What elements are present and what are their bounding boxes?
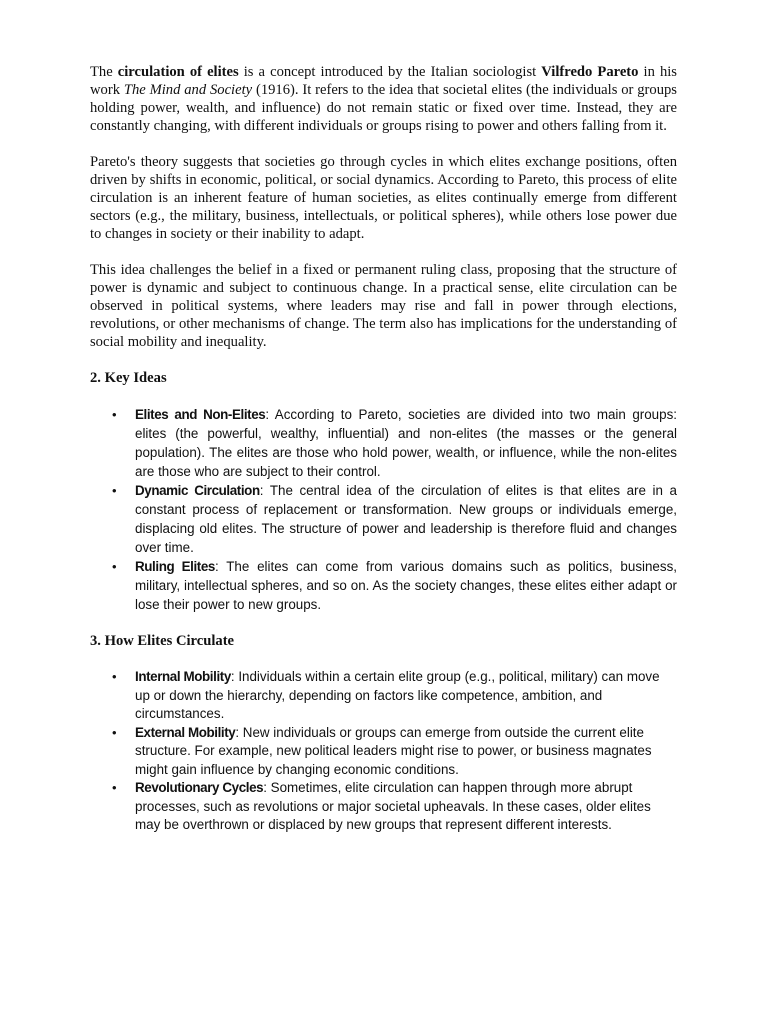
bullet-icon: • xyxy=(112,780,117,795)
list-item-text: : New individuals or groups can emerge from outside the current elite structure. For example, new political leaders might rise to power, or business magnates might gain influence by changing economic conditions. xyxy=(135,724,652,777)
list-item-text: : Sometimes, elite circulation can happen through more abrupt processes, such as revolutions or major societal upheavals. In these cases, older elites may be overthrown or displaced by new groups that represent different interests. xyxy=(135,780,651,832)
list-item xyxy=(90,724,677,780)
list-item-term: Dynamic Circulation xyxy=(135,483,260,498)
section-heading-how-elites-circulate: 3. How Elites Circulate xyxy=(90,633,235,649)
bullet-icon: • xyxy=(112,724,117,740)
text-run: The xyxy=(90,64,118,80)
list-item xyxy=(90,405,677,481)
intro-paragraph-2: Pareto's theory suggests that societies go through cycles in which elites exchange positions, often driven by shifts in economic, political, or social dynamics. According to Pareto, this process of elite circulation is an inherent feature of human societies, as elites continually emerge from different sectors (e.g., the military, business, intellectuals, or political spheres), while others lose power due to changes in society or their inability to adapt. xyxy=(90,154,677,242)
list-item-text: : The elites can come from various domains such as politics, business, military, intellectual spheres, and so on. As the society changes, these elites either adapt or lose their power to new groups. xyxy=(135,559,677,612)
how-elites-circulate-list xyxy=(90,668,677,835)
list-item xyxy=(90,481,677,557)
text-run: (1916). It refers to the idea that societal elites (the individuals or groups holding power, wealth, and influence) do not remain static or fixed over time. Instead, they are constantly changing, with different individuals or groups rising to power and others falling from it. xyxy=(90,82,677,134)
section-heading-key-ideas: 2. Key Ideas xyxy=(90,370,167,386)
key-ideas-list xyxy=(90,405,677,614)
term-circulation-of-elites: circulation of elites xyxy=(117,64,239,80)
list-item-term: Revolutionary Cycles xyxy=(135,780,264,795)
list-item xyxy=(90,779,677,835)
bullet-icon: • xyxy=(112,407,117,422)
list-item-term: Internal Mobility xyxy=(135,669,231,684)
list-item xyxy=(90,668,677,724)
list-item-term: Elites and Non-Elites xyxy=(135,407,266,422)
list-item-term: Ruling Elites xyxy=(135,559,215,574)
bullet-icon: • xyxy=(112,559,117,574)
bullet-icon: • xyxy=(112,669,117,684)
list-item-text: : The central idea of the circulation of elites is that elites are in a constant process of replacement or transformation. New groups or individuals emerge, displacing old elites. The structure of power and leadership is therefore fluid and changes over time. xyxy=(135,483,677,555)
bullet-icon: • xyxy=(112,483,117,498)
list-item-text: : Individuals within a certain elite group (e.g., political, military) can move up or down the hierarchy, depending on factors like competence, ambition, and circumstances. xyxy=(135,669,660,721)
text-run: is a concept introduced by the Italian sociologist xyxy=(238,64,542,80)
name-vilfredo-pareto: Vilfredo Pareto xyxy=(541,64,639,80)
list-item-text: : According to Pareto, societies are divided into two main groups: elites (the powerful, wealthy, influential) and non-elites (the masses or the general population). The elites are those who hold power, wealth, or influence, while the non-elites are those who are subject to their control. xyxy=(135,407,677,479)
document-page xyxy=(90,63,677,853)
list-item xyxy=(90,557,677,614)
intro-paragraph-3: This idea challenges the belief in a fixed or permanent ruling class, proposing that the structure of power is dynamic and subject to continuous change. In a practical sense, elite circulation can be observed in political systems, where leaders may rise and fall in power through elections, revolutions, or other mechanisms of change. The term also has implications for the understanding of social mobility and inequality. xyxy=(90,262,677,350)
intro-paragraph-1 xyxy=(90,63,677,135)
text-run: in his work xyxy=(90,64,677,98)
list-item-term: External Mobility xyxy=(135,724,236,740)
work-title: The Mind and Society xyxy=(123,82,253,98)
